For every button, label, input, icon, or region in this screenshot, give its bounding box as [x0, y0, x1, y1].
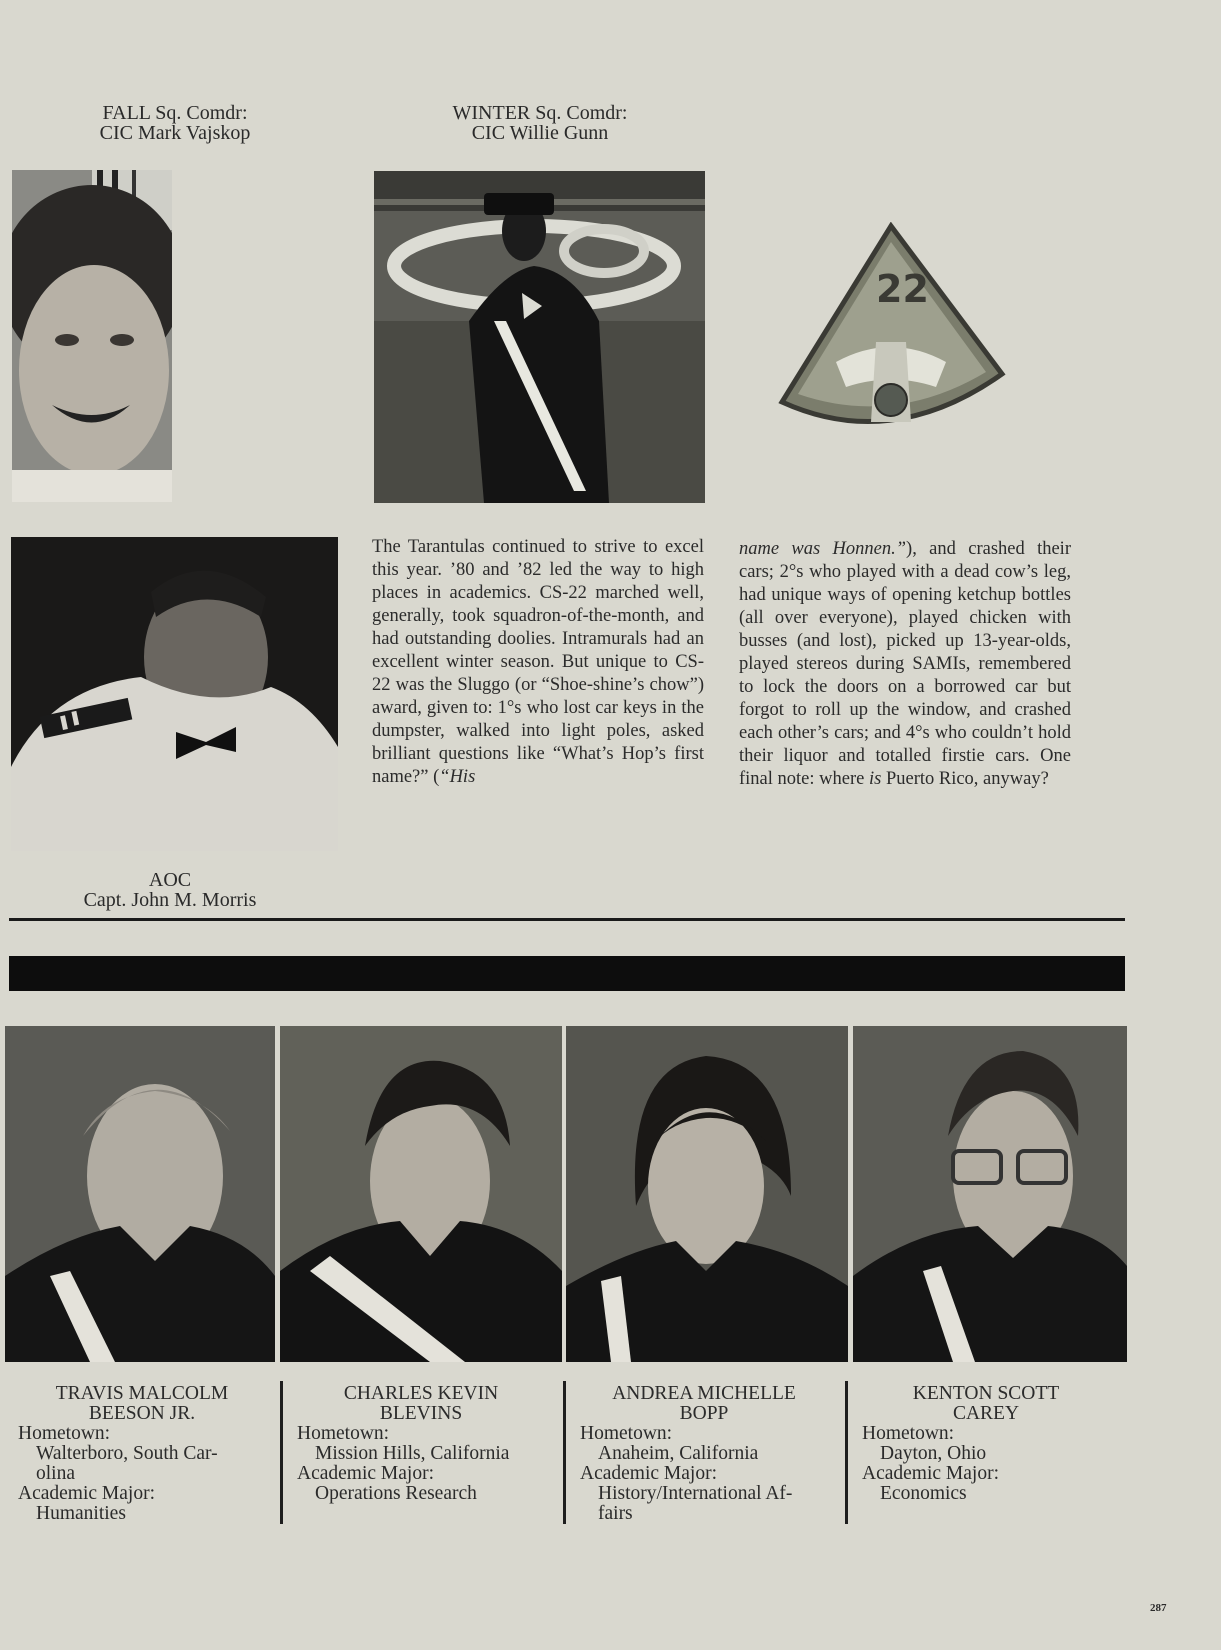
- aoc-caption: [55, 870, 285, 910]
- cadet-portrait-carey: [853, 1026, 1127, 1362]
- hometown-label: Hometown:: [580, 1423, 673, 1444]
- winter-commander-photo: [374, 171, 705, 503]
- article-column-2-emphasis: is: [868, 769, 882, 789]
- patch-number-text: 22: [876, 267, 929, 311]
- cadet-divider-3: [845, 1381, 848, 1524]
- cadet-info-bopp: [580, 1384, 828, 1524]
- hometown-label: Hometown:: [18, 1423, 111, 1444]
- hometown-label: Hometown:: [862, 1423, 955, 1444]
- cadet-info-blevins: [297, 1384, 545, 1504]
- squadron-patch-emblem: [776, 222, 1008, 430]
- article-column-2: [739, 538, 1071, 791]
- page-number: 287: [1150, 1602, 1167, 1614]
- cadet-portrait-bopp: [566, 1026, 848, 1362]
- cadet-divider-1: [280, 1381, 283, 1524]
- cadet-info-beeson: [18, 1384, 266, 1524]
- fall-commander-caption: [60, 103, 290, 143]
- hometown-value-line1: Dayton, Ohio: [880, 1443, 987, 1464]
- cadet-portrait-beeson: [5, 1026, 275, 1362]
- article-column-1-text: The Tarantulas continued to strive to excel this year. ’80 and ’82 led the way to high places in academics. CS-22 marched well, generally, took squadron-of-the-month, and had outstanding doolies. Intramurals had an excellent winter season. But unique to CS-22 was the Sluggo (or “Shoe-shine’s chow”) award, given to: 1°s who lost car keys in the dumpster, walked into light poles, asked brilliant questions like “What’s Hop’s first name?” (: [372, 537, 704, 787]
- aoc-caption-name: Capt. John M. Morris: [83, 889, 257, 911]
- major-value-line2: fairs: [598, 1503, 633, 1524]
- major-label: Academic Major:: [297, 1463, 434, 1484]
- winter-caption-name: CIC Willie Gunn: [471, 122, 609, 144]
- major-value-line1: Operations Research: [315, 1483, 477, 1504]
- cadet-name-line2: CAREY: [952, 1403, 1020, 1424]
- major-label: Academic Major:: [580, 1463, 717, 1484]
- section-divider-rule: [9, 918, 1125, 921]
- hometown-label: Hometown:: [297, 1423, 390, 1444]
- cadet-name-line2: BLEVINS: [379, 1403, 463, 1424]
- fall-commander-photo: [12, 170, 172, 502]
- fall-caption-title: FALL Sq. Comdr:: [102, 102, 248, 124]
- cadet-name-line1: TRAVIS MALCOLM: [55, 1383, 229, 1404]
- cadet-name-line1: ANDREA MICHELLE: [612, 1383, 796, 1404]
- article-column-1-italic: “His: [439, 767, 476, 787]
- major-value-line1: Economics: [880, 1483, 967, 1504]
- major-label: Academic Major:: [862, 1463, 999, 1484]
- major-value-line1: Humanities: [36, 1503, 126, 1524]
- cadet-divider-2: [563, 1381, 566, 1524]
- cadet-name-line1: KENTON SCOTT: [912, 1383, 1060, 1404]
- hometown-value-line1: Mission Hills, California: [315, 1443, 510, 1464]
- article-column-2-text-a: ), and crashed their cars; 2°s who played with a dead cow’s leg, had unique ways of opening ketchup bottles (all over everyone), played chicken with busses (and lost), picked up 13-year-olds, played stereos during SAMIs, remembered to lock the doors on a borrowed car but forgot to roll up the window, and crashed each other’s cars; and 4°s who couldn’t hold their liquor and totalled firstie cars. One final note: where: [739, 539, 1071, 789]
- hometown-value-line1: Walterboro, South Car-: [36, 1443, 218, 1464]
- article-column-2-italic: name was Honnen.”: [739, 539, 907, 559]
- winter-caption-title: WINTER Sq. Comdr:: [452, 102, 628, 124]
- cadet-name-line2: BOPP: [679, 1403, 729, 1424]
- aoc-photo: [11, 537, 338, 851]
- cadet-name-line2: BEESON JR.: [88, 1403, 196, 1424]
- hometown-value-line1: Anaheim, California: [598, 1443, 759, 1464]
- fall-caption-name: CIC Mark Vajskop: [99, 122, 251, 144]
- major-value-line1: History/International Af-: [598, 1483, 793, 1504]
- winter-commander-caption: [425, 103, 655, 143]
- aoc-caption-title: AOC: [148, 869, 192, 891]
- cadet-portrait-blevins: [280, 1026, 562, 1362]
- cadet-info-carey: [862, 1384, 1110, 1504]
- cadet-name-line1: CHARLES KEVIN: [343, 1383, 499, 1404]
- section-black-bar: [9, 956, 1125, 991]
- article-column-1: [372, 536, 704, 789]
- major-label: Academic Major:: [18, 1483, 155, 1504]
- hometown-value-line2: olina: [36, 1463, 75, 1484]
- article-column-2-text-b: Puerto Rico, anyway?: [881, 769, 1049, 789]
